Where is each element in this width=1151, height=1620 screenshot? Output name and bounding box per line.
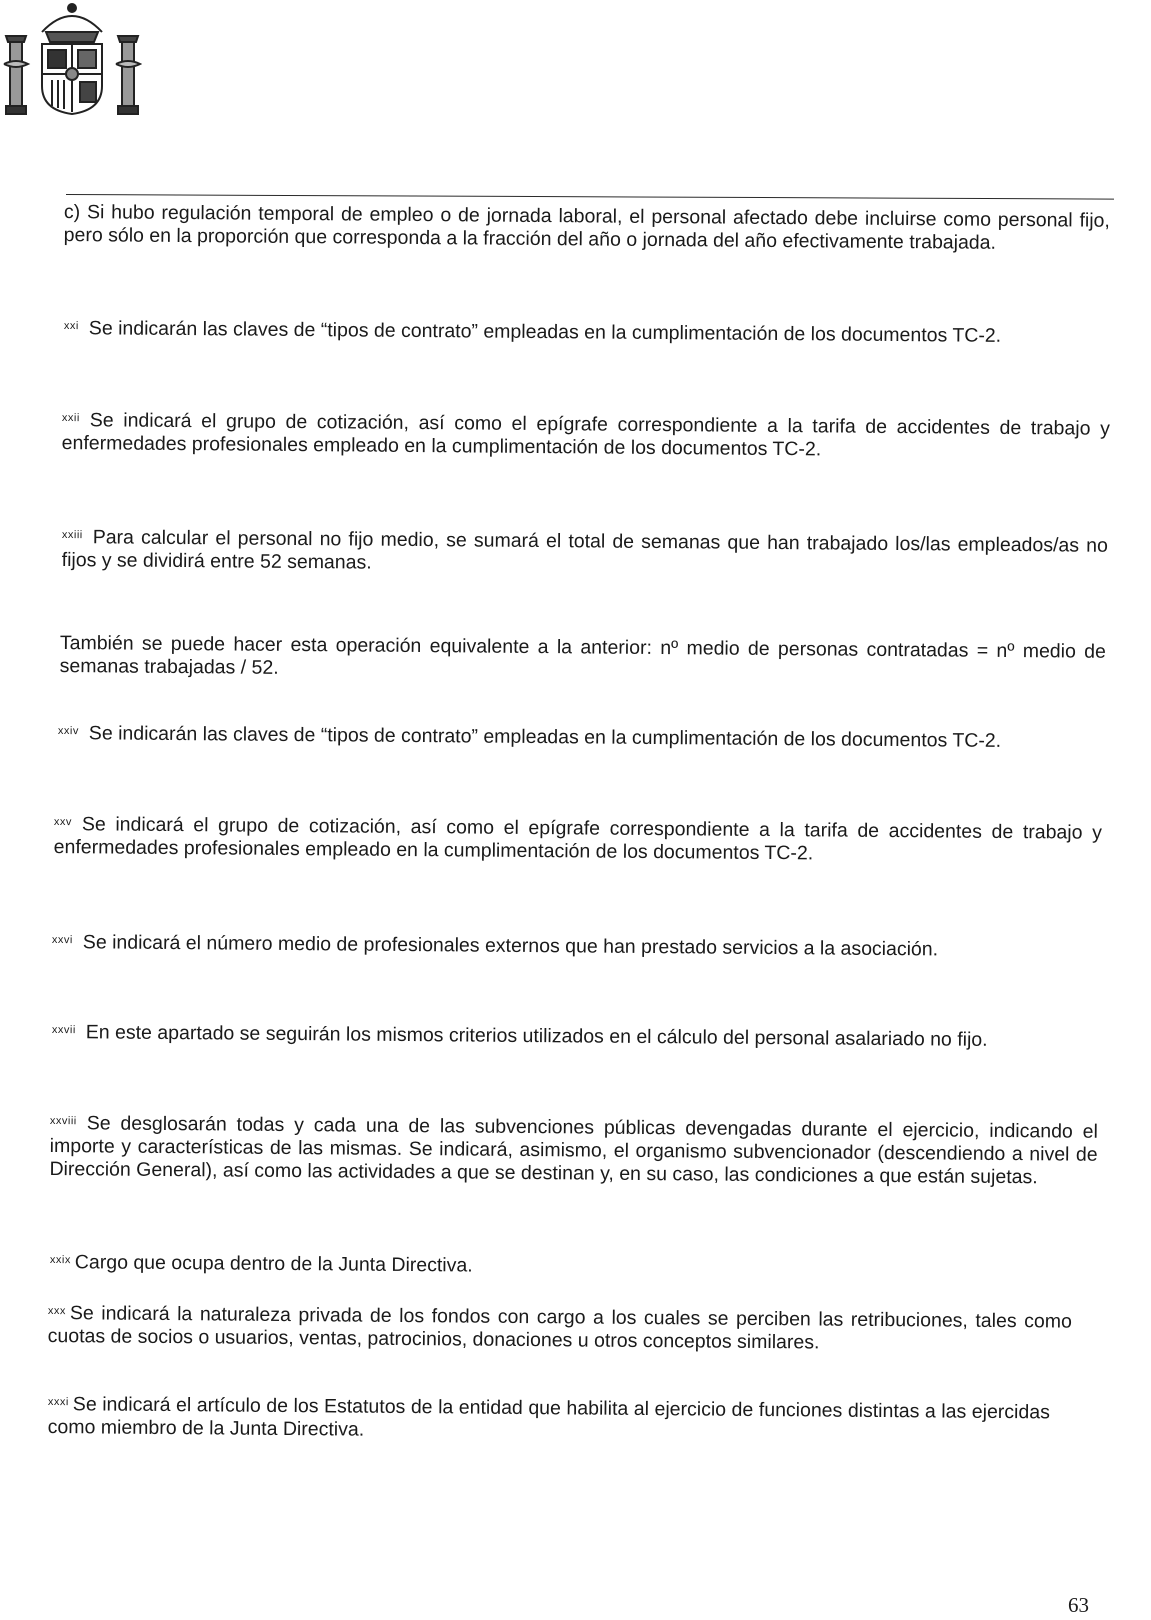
- footnote-xxv: [54, 813, 1102, 868]
- footnote-marker: xxix: [49, 1253, 71, 1267]
- footnote-marker: xxvi: [51, 933, 73, 947]
- footnote-xxx: [48, 1302, 1072, 1357]
- footnote-xxviii: [49, 1112, 1098, 1190]
- footnote-marker: xxiii: [61, 528, 83, 542]
- footnote-xxiii: [62, 526, 1108, 581]
- page-number: 63: [1068, 1593, 1089, 1617]
- footnote-marker: xxiv: [57, 724, 79, 738]
- footnote-marker: xxvii: [51, 1023, 76, 1037]
- footnote-xxi: [64, 317, 1110, 349]
- footnote-text: Se desglosarán todas y cada una de las subvenciones públicas devengadas durante el ejercicio, indicando el importe y características de las mismas. Se indicará, asimismo, el organismo subvencionador (descendiendo a nivel de Dirección General), así como las actividades a que se destinan y, en su caso, las condiciones a que están sujetas.: [49, 1112, 1098, 1189]
- footnote-text: En este apartado se seguirán los mismos criterios utilizados en el cálculo del personal asalariado no fijo.: [85, 1021, 988, 1051]
- footnote-text: También se puede hacer esta operación equivalente a la anterior: nº medio de personas contratadas = nº medio de semanas trabajadas / 52.: [59, 632, 1106, 679]
- footnote-xxii: [62, 409, 1110, 464]
- footnote-text: Se indicarán las claves de “tipos de contrato” empleadas en la cumplimentación de los documentos TC-2.: [88, 722, 1002, 752]
- footnote-text: Se indicará la naturaleza privada de los fondos con cargo a los cuales se perciben las retribuciones, tales como cuotas de socios o usuarios, ventas, patrocinios, donaciones u otros conceptos similares.: [47, 1302, 1072, 1354]
- footnote-xxix: [50, 1251, 1090, 1283]
- footnote-text: c) Si hubo regulación temporal de empleo o de jornada laboral, el personal afectado debe incluirse como personal fijo, pero sólo en la proporción que corresponda a la fracción del año o jornada del año efectivamente trabajada.: [63, 201, 1110, 254]
- footnote-marker: xxi: [63, 319, 79, 333]
- footnote-equivalent: [60, 632, 1106, 687]
- footnote-xxvii: [52, 1021, 1098, 1053]
- footnote-text: Se indicará el grupo de cotización, así como el epígrafe correspondiente a la tarifa de accidentes de trabajo y enfermedades profesionales empleado en la cumplimentación de los documentos TC-2.: [53, 813, 1102, 865]
- footnote-marker: xxx: [47, 1304, 66, 1318]
- footnote-text: Se indicará el número medio de profesionales externos que han prestado servicios a la asociación.: [82, 931, 939, 961]
- footnote-xxiv: [58, 722, 1104, 754]
- footnote-c: [64, 201, 1110, 256]
- footnote-xxxi: [48, 1393, 1050, 1447]
- footnote-text: Para calcular el personal no fijo medio, se sumará el total de semanas que han trabajado los/las empleados/as no fijos y se dividirá entre 52 semanas.: [61, 526, 1108, 574]
- footnote-marker: xxv: [53, 815, 72, 829]
- footnote-text: Cargo que ocupa dentro de la Junta Directiva.: [74, 1251, 473, 1277]
- footnote-text: Se indicará el artículo de los Estatutos de la entidad que habilita al ejercicio de funciones distintas a las ejercidas como miembro de la Junta Directiva.: [47, 1393, 1050, 1441]
- footnote-text: Se indicarán las claves de “tipos de contrato” empleadas en la cumplimentación de los documentos TC-2.: [88, 317, 1002, 347]
- footnote-text: Se indicará el grupo de cotización, así como el epígrafe correspondiente a la tarifa de accidentes de trabajo y enfermedades profesionales empleado en la cumplimentación de los documentos TC-2.: [61, 409, 1110, 461]
- footnote-marker: xxviii: [49, 1114, 77, 1128]
- footnote-xxvi: [52, 931, 1100, 963]
- footnote-marker: xxxi: [47, 1395, 69, 1409]
- footnote-marker: xxii: [61, 411, 80, 425]
